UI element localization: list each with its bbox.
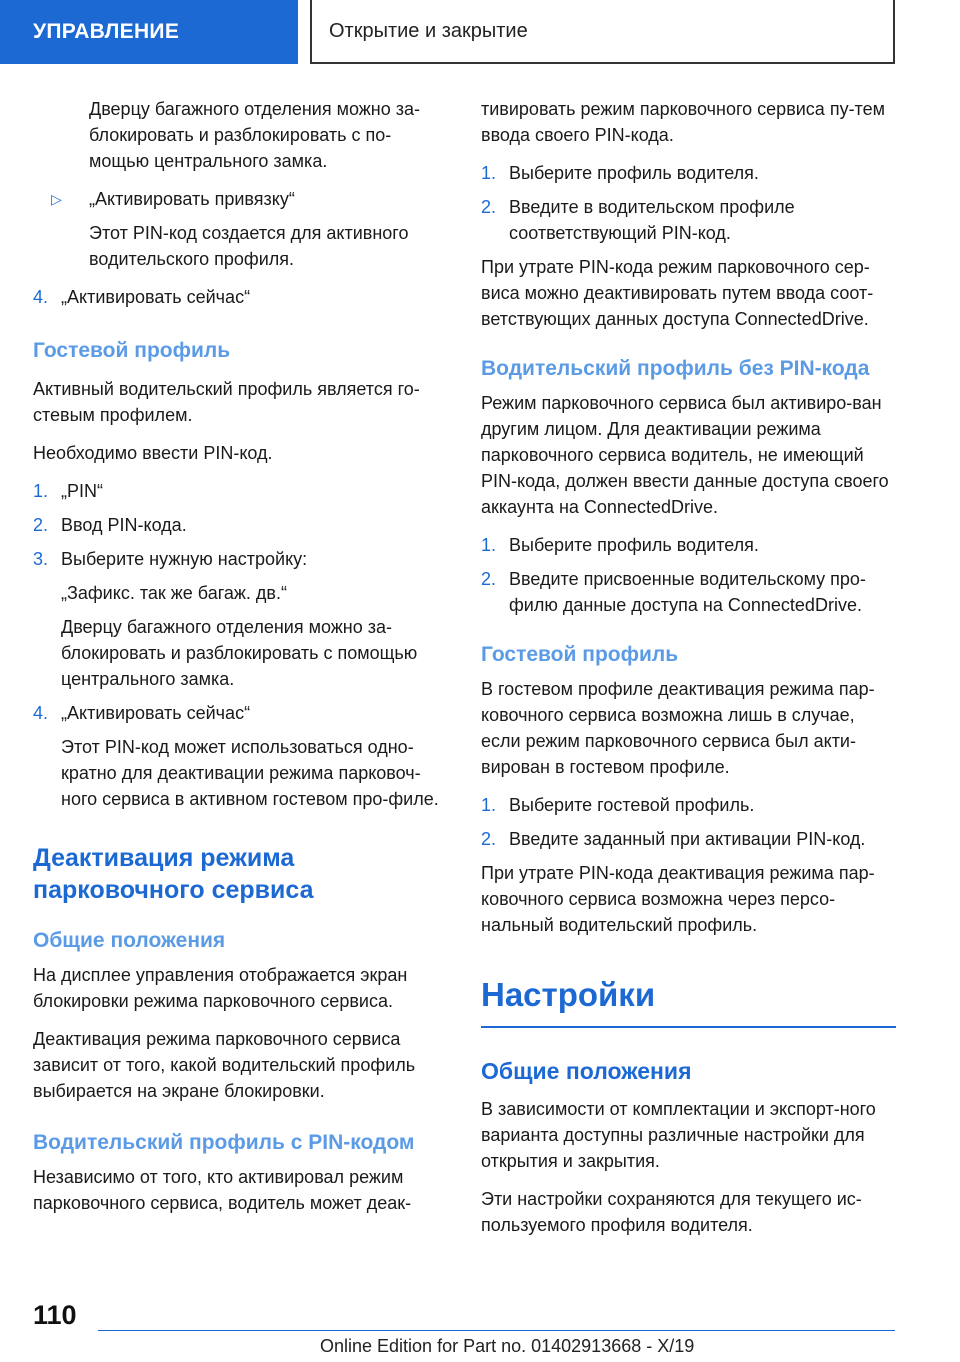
paragraph: Режим парковочного сервиса был активиро-ван другим лицом. Для деактивации режима парковочного сервиса водитель, не имеющий PIN-кода, должен ввести данные доступа своего аккаунта на ConnectedDrive. [481,393,889,517]
chapter-heading: Настройки [481,974,896,1028]
step-detail: Этот PIN-код может использоваться одно-кратно для деактивации режима парковоч-ного сервиса в активном гостевом про-филе. [61,737,439,809]
step-text: „PIN“ [61,481,103,501]
paragraph: Активный водительский профиль является го-стевым профилем. [33,379,420,425]
step-number: 2. [33,515,49,535]
paragraph: В гостевом профиле деактивация режима пар-ковочного сервиса возможна лишь в случае, если режим парковочного сервиса был акти-вирован в гостевом профиле. [481,679,875,777]
step-number: 1. [481,535,497,555]
step-number: 2. [481,569,497,589]
list-item [481,566,896,618]
paragraph: В зависимости от комплектации и экспорт-ного варианта доступны различные настройки для открытия и закрытия. [481,1099,876,1171]
footer-edition: Online Edition for Part no. 01402913668 - X/19 [320,1336,695,1356]
page-number: 110 [33,1300,77,1330]
list-item [481,194,896,246]
step-text: Введите в водительском профиле соответствующий PIN-код. [509,197,795,243]
step-text: Выберите профиль водителя. [509,535,759,555]
paragraph: При утрате PIN-кода режим парковочного сер-виса можно деактивировать путем ввода соот-ветствующих данных доступа ConnectedDrive. [481,257,874,329]
list-item [481,532,896,558]
list-item [33,700,448,812]
step-number: 3. [33,549,49,569]
list-item [481,792,896,818]
step-number: 4. [33,703,49,723]
step-number: 1. [33,481,49,501]
step-number: 2. [481,197,497,217]
paragraph: тивировать режим парковочного сервиса пу-тем ввода своего PIN-кода. [481,99,885,145]
paragraph: Независимо от того, кто активировал режим парковочного сервиса, водитель может деак- [33,1167,412,1213]
section-heading: Деактивация режима парковочного сервиса [33,844,314,904]
list-item [33,284,448,310]
subsection-heading: Водительский профиль без PIN-кода [481,357,870,380]
paragraph: Необходимо ввести PIN-код. [33,443,273,463]
footer-divider [98,1330,895,1331]
subsection-heading: Водительский профиль с PIN-кодом [33,1131,415,1154]
subsection-heading: Гостевой профиль [481,643,679,666]
paragraph: Эти настройки сохраняются для текущего ис-пользуемого профиля водителя. [481,1189,862,1235]
step-text: Ввод PIN-кода. [61,515,187,535]
list-item [481,160,896,186]
chapter-title: Открытие и закрытие [310,0,895,64]
list-item [481,826,896,852]
step-detail: „Зафикс. так же багаж. дв.“ [61,583,287,603]
step-text: „Активировать сейчас“ [61,287,251,307]
bullet-label: „Активировать привязку“ [89,189,295,209]
section-heading: Гостевой профиль [33,339,231,362]
paragraph: На дисплее управления отображается экран блокировки режима парковочного сервиса. [33,965,408,1011]
step-number: 1. [481,795,497,815]
list-item [33,512,448,538]
list-item [33,478,448,504]
section-heading: Общие положения [481,1058,692,1084]
step-number: 2. [481,829,497,849]
bullet-text: Этот PIN-код создается для активного водительского профиля. [89,223,409,269]
step-text: „Активировать сейчас“ [61,703,251,723]
section-tab: УПРАВЛЕНИЕ [0,0,298,64]
list-item [33,186,448,212]
step-number: 4. [33,287,49,307]
intro-paragraph: Дверцу багажного отделения можно за-блокировать и разблокировать с по-мощью центрального замка. [89,99,421,171]
list-item [33,546,448,692]
step-text: Введите присвоенные водительскому про-филю данные доступа на ConnectedDrive. [509,569,866,615]
paragraph: Деактивация режима парковочного сервиса зависит от того, какой водительский профиль выбирается на экране блокировки. [33,1029,416,1101]
paragraph: При утрате PIN-кода деактивация режима пар-ковочного сервиса возможна через персо-нальный водительский профиль. [481,863,875,935]
right-column [481,96,896,1250]
step-text: Выберите гостевой профиль. [509,795,755,815]
step-number: 1. [481,163,497,183]
subsection-heading: Общие положения [33,929,226,952]
step-text: Выберите профиль водителя. [509,163,759,183]
step-text: Выберите нужную настройку: [61,549,308,569]
triangle-bullet-icon: ▷ [51,191,62,207]
step-text: Введите заданный при активации PIN-код. [509,829,866,849]
step-detail: Дверцу багажного отделения можно за-блокировать и разблокировать с помощью центрального замка. [61,617,418,689]
left-column [33,96,448,1228]
